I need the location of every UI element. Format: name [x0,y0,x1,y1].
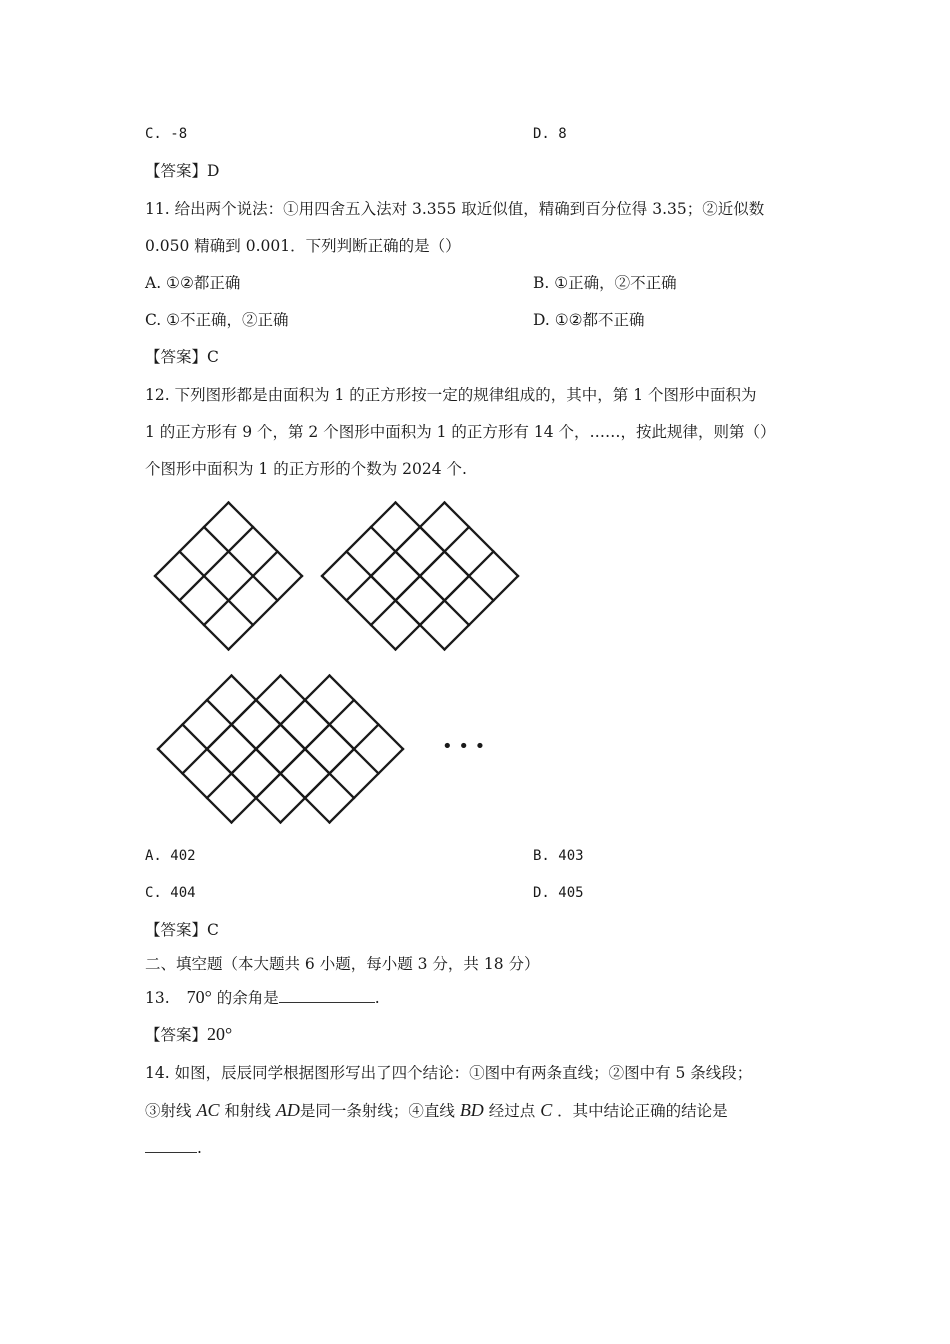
q12-option-b: B. 403 [533,848,584,864]
pattern-figure-3 [158,676,403,823]
q14-blank-line [145,1138,202,1158]
q11-option-a: A. ①②都正确 [145,274,241,292]
q11-answer: 【答案】C [145,348,219,366]
q14-text-passes-point: 经过点 [488,1102,536,1120]
q12-stem-line3: 个图形中面积为 1 的正方形的个数为 2024 个. [145,460,467,478]
q13-number: 13. [145,989,170,1007]
q11-option-d: D. ①②都不正确 [533,311,645,329]
q12-option-c: C. 404 [145,885,196,901]
q11-option-c: C. ①不正确，②正确 [145,311,289,329]
q14-stem-line1: 14. 如图，辰辰同学根据图形写出了四个结论：①图中有两条直线；②图中有 5 条线段； [145,1064,753,1082]
q13-answer-label: 【答案】 [145,1026,208,1044]
q14-text-and-ray: 和射线 [224,1102,271,1120]
q13-period: . [374,989,380,1007]
pattern-figure-1 [155,503,302,650]
q14-text-same-ray: 是同一条射线；④直线 [299,1102,455,1120]
q13-angle: 70° [186,987,212,1007]
q13-answer [145,1024,232,1045]
q12-stem-line2: 1 的正方形有 9 个，第 2 个图形中面积为 1 的正方形有 14 个，……，按此规律，则第（） [145,423,776,441]
q14-ray-ac: AC [196,1100,220,1120]
q14-point-c: C [540,1100,553,1120]
q10-answer: 【答案】D [145,162,220,180]
q11-stem-line2: 0.050 精确到 0.001．下列判断正确的是（） [145,237,461,255]
q14-text-ray: ③射线 [145,1102,192,1120]
q14-blank [145,1138,197,1153]
q10-option-d: D. 8 [533,126,567,142]
pattern-figure-2 [322,503,518,650]
continuation-ellipsis: • • • [442,736,486,757]
q13-stem [145,987,380,1008]
q14-text-conclusion: ．其中结论正确的结论是 [557,1102,728,1120]
q13-answer-value: 20° [207,1024,233,1044]
q14-line-bd: BD [459,1100,484,1120]
q14-ray-ad: AD [275,1100,300,1120]
q12-option-d: D. 405 [533,885,584,901]
q13-blank [279,988,375,1003]
q12-option-a: A. 402 [145,848,196,864]
q11-option-b: B. ①正确，②不正确 [533,274,677,292]
q12-stem-line1: 12. 下列图形都是由面积为 1 的正方形按一定的规律组成的，其中，第 1 个图形中面积为 [145,386,757,404]
section-heading-fill-in: 二、填空题（本大题共 6 小题，每小题 3 分，共 18 分） [145,955,540,973]
q11-stem-line1: 11. 给出两个说法：①用四舍五入法对 3.355 取近似值，精确到百分位得 3.35；②近似数 [145,200,765,218]
q12-answer: 【答案】C [145,921,219,939]
q14-stem-line2 [145,1100,728,1121]
q14-period: . [197,1139,202,1157]
q10-option-c: C. -8 [145,126,188,142]
q13-text: 的余角是 [216,989,279,1007]
